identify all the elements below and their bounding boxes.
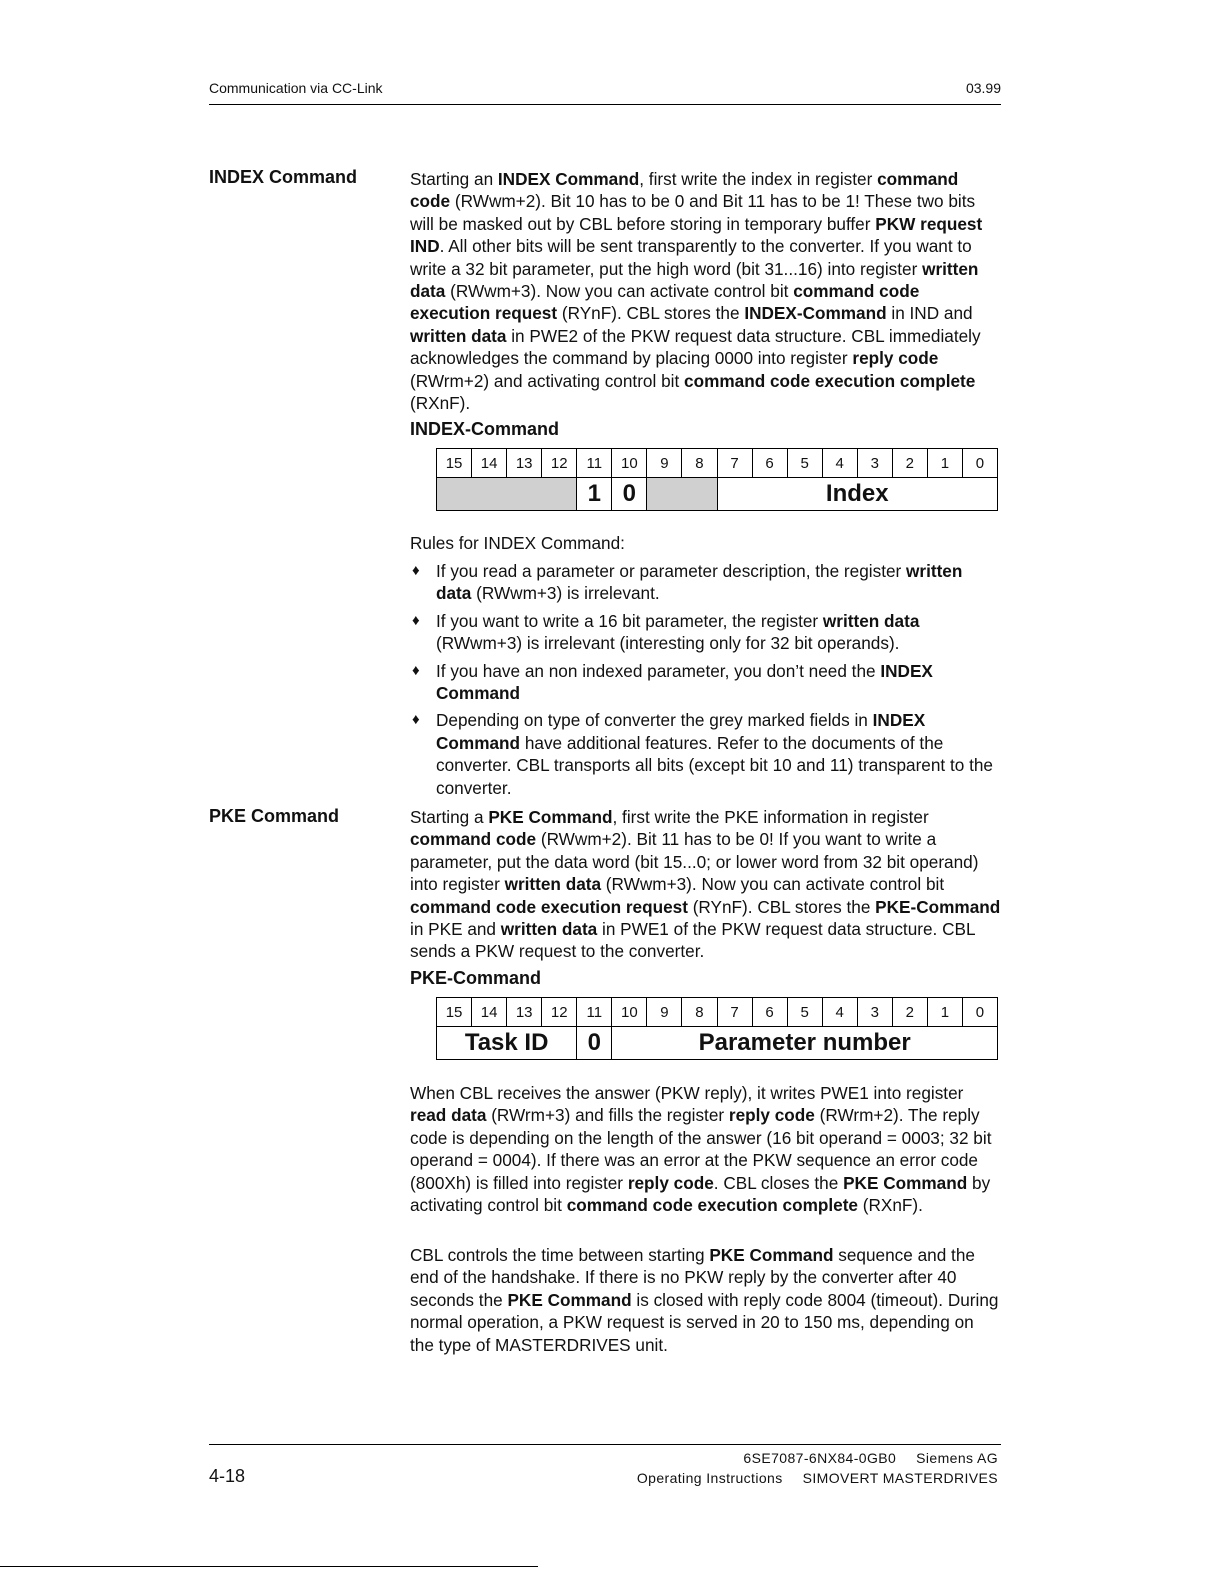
bit-number-cell: 12 — [542, 449, 577, 478]
bit11-field: 1 — [577, 478, 612, 511]
index-table-caption: INDEX-Command — [410, 419, 560, 439]
bit-number-cell: 4 — [822, 998, 857, 1027]
text-run: in PWE2 of the PKW request data structure. CBL immediately acknowledges the command by placing 0000 into register — [410, 325, 981, 369]
bit-number-cell: 3 — [857, 449, 892, 478]
footer-document-line — [617, 1470, 998, 1486]
text-run: (RXnF). — [858, 1195, 923, 1216]
bit-field-row — [437, 1027, 998, 1060]
scan-edge-line — [0, 1566, 538, 1567]
bit-number-cell: 0 — [962, 998, 997, 1027]
text-run: Starting a — [410, 807, 489, 827]
bold-term: written data — [500, 919, 598, 940]
bit-number-cell: 3 — [857, 998, 892, 1027]
bold-term: command code execution complete — [566, 1195, 858, 1216]
bit-number-cell: 11 — [577, 449, 612, 478]
bold-term: read data — [410, 1105, 487, 1126]
pke-table-caption: PKE-Command — [410, 968, 542, 988]
index-field: Index — [717, 478, 998, 511]
task-id-field: Task ID — [437, 1027, 577, 1060]
bit-number-cell: 2 — [892, 449, 927, 478]
bold-term: command code — [410, 829, 537, 850]
pke-reply-paragraph — [410, 1082, 1002, 1216]
bit-field-row — [437, 478, 998, 511]
text-run: (RWwm+2). Bit 10 has to be 0 and Bit 11 has to be 1! These two bits will be masked out by CBL before storing in temporary buffer — [410, 191, 976, 234]
bold-term: written data — [822, 610, 920, 631]
text-run: (RWrm+2) and activating control bit — [410, 370, 685, 391]
text-run: (RYnF). CBL stores the — [687, 896, 876, 917]
bit-number-cell: 14 — [472, 449, 507, 478]
bold-term: INDEX Command — [436, 710, 926, 753]
text-run: , first write the PKE information in register — [612, 807, 929, 827]
bold-term: PKE Command — [709, 1245, 834, 1265]
text-run: (RWrm+2). The reply code is depending on the length of the answer (16 bit operand = 0003; 32 bit operand = 0004). If there was an error at the PKW sequence an error code (800Xh) is filled into register — [410, 1105, 992, 1193]
order-number: 6SE7087-6NX84-0GB0 — [743, 1450, 897, 1466]
diamond-bullet-icon: ♦ — [412, 661, 420, 679]
bold-term: written data — [410, 325, 507, 346]
text-run: have additional features. Refer to the documents of the converter. CBL transports all bits (except bit 10 and 11) transparent to the converter. — [436, 732, 993, 798]
header-section-title: Communication via CC-Link — [209, 80, 383, 96]
text-run: , first write the index in register — [639, 169, 878, 189]
text-run: (RWwm+3). Now you can activate control bit — [445, 281, 794, 302]
bit-number-cell: 2 — [892, 998, 927, 1027]
text-run: If you want to write a 16 bit parameter, the register — [436, 610, 823, 631]
product-name: SIMOVERT MASTERDRIVES — [802, 1470, 998, 1486]
text-run: If you read a parameter or parameter description, the register — [436, 561, 907, 581]
diamond-bullet-icon: ♦ — [412, 711, 420, 729]
bold-term: INDEX Command — [436, 660, 933, 704]
rule-item — [410, 560, 1000, 605]
bit-number-cell: 6 — [752, 449, 787, 478]
bit-number-row — [437, 449, 998, 478]
bold-term: INDEX Command — [497, 169, 640, 189]
bit-number-cell: 10 — [612, 998, 647, 1027]
bold-term: command code execution request — [410, 896, 688, 917]
bold-term: reply code — [627, 1172, 714, 1193]
pke-command-paragraph — [410, 806, 1002, 963]
bold-term: reply code — [852, 348, 939, 369]
text-run: in PKE and — [410, 919, 501, 940]
bit-number-cell: 7 — [717, 449, 752, 478]
reserved-field-lower — [647, 478, 717, 511]
bold-term: written data — [504, 874, 602, 895]
rules-title: Rules for INDEX Command: — [410, 533, 625, 553]
bit-number-cell: 9 — [647, 449, 682, 478]
text-run: sequence and the end of the handshake. If there is no PKW reply by the converter after 40 seconds the — [410, 1245, 975, 1310]
bold-term: reply code — [728, 1105, 815, 1126]
text-run: is closed with reply code 8004 (timeout). During normal operation, a PKW request is served in 20 to 150 ms, depending on the type of MASTERDRIVES unit. — [410, 1289, 999, 1355]
company-name: Siemens AG — [916, 1450, 998, 1466]
bold-term: written data — [410, 258, 979, 302]
bit-number-cell: 9 — [647, 998, 682, 1027]
bit-number-cell: 10 — [612, 449, 647, 478]
rule-item — [410, 660, 1000, 705]
bold-term: PKW request IND — [410, 213, 983, 257]
bit10-field: 0 — [612, 478, 647, 511]
bit-number-cell: 8 — [682, 998, 717, 1027]
bit-number-cell: 7 — [717, 998, 752, 1027]
text-run: (RWrm+3) and fills the register — [486, 1105, 729, 1126]
bit-number-cell: 11 — [577, 998, 612, 1027]
bit-number-cell: 15 — [437, 998, 472, 1027]
bit-number-cell: 4 — [822, 449, 857, 478]
bit11-field: 0 — [577, 1027, 612, 1060]
bold-term: written data — [436, 561, 963, 604]
bold-term: command code — [410, 169, 959, 212]
text-run: (RWwm+2). Bit 11 has to be 0! If you want to write a parameter, put the data word (bit 15...0; or lower word from 32 bit operand) into register — [410, 829, 979, 895]
bit-number-cell: 0 — [962, 449, 997, 478]
document-type: Operating Instructions — [636, 1470, 783, 1486]
bold-term: PKE Command — [843, 1172, 968, 1193]
text-run: When CBL receives the answer (PKW reply), it writes PWE1 into register — [410, 1083, 964, 1103]
rules-list — [410, 560, 1000, 804]
bit-number-cell: 14 — [472, 998, 507, 1027]
footer-divider — [209, 1444, 1001, 1445]
page-header — [209, 80, 1001, 105]
bit-number-cell: 15 — [437, 449, 472, 478]
text-run: (RXnF). — [410, 393, 471, 414]
text-run: (RYnF). CBL stores the — [557, 303, 745, 324]
bit-number-cell: 6 — [752, 998, 787, 1027]
text-run: (RWwm+3) is irrelevant (interesting only for 32 bit operands). — [436, 633, 900, 654]
text-run: (RWwm+3) is irrelevant. — [471, 583, 660, 604]
bit-number-cell: 1 — [927, 449, 962, 478]
bold-term: INDEX-Command — [744, 303, 887, 324]
bit-number-cell: 5 — [787, 998, 822, 1027]
bold-term: PKE Command — [507, 1289, 632, 1310]
bit-number-cell: 1 — [927, 998, 962, 1027]
pke-command-heading: PKE Command — [209, 806, 340, 826]
index-command-bit-table — [436, 448, 998, 511]
bit-number-cell: 12 — [542, 998, 577, 1027]
header-date: 03.99 — [965, 80, 1001, 96]
text-run: Depending on type of converter the grey marked fields in — [436, 710, 873, 731]
bit-number-cell: 13 — [507, 998, 542, 1027]
bold-term: command code execution complete — [684, 370, 976, 391]
text-run: . All other bits will be sent transparently to the converter. If you want to write a 32 bit parameter, put the high word (bit 31...16) into register — [410, 236, 972, 279]
rule-item — [410, 610, 1000, 655]
diamond-bullet-icon: ♦ — [412, 562, 420, 579]
diamond-bullet-icon: ♦ — [412, 611, 420, 629]
index-command-heading: INDEX Command — [209, 167, 358, 187]
text-run: by activating control bit — [410, 1172, 991, 1216]
text-run: in PWE1 of the PKW request data structure. CBL sends a PKW request to the converter. — [410, 919, 975, 962]
bold-term: command code execution request — [410, 281, 920, 324]
bit-number-cell: 13 — [507, 449, 542, 478]
bold-term: PKE-Command — [875, 896, 1001, 917]
reserved-field-upper — [437, 478, 577, 511]
page-number: 4-18 — [209, 1466, 246, 1486]
footer-order-line — [723, 1450, 998, 1466]
bit-number-cell: 5 — [787, 449, 822, 478]
text-run: Starting an — [410, 169, 498, 189]
bold-term: PKE Command — [488, 807, 613, 827]
index-command-paragraph — [410, 168, 1002, 414]
bit-number-row — [437, 998, 998, 1027]
text-run: (RWwm+3). Now you can activate control bit — [601, 874, 945, 895]
text-run: in IND and — [886, 303, 973, 324]
pke-command-bit-table — [436, 997, 998, 1060]
parameter-number-field: Parameter number — [612, 1027, 998, 1060]
text-run: . CBL closes the — [713, 1172, 844, 1193]
bit-number-cell: 8 — [682, 449, 717, 478]
text-run: CBL controls the time between starting — [410, 1245, 710, 1265]
rule-item — [410, 709, 1000, 799]
text-run: If you have an non indexed parameter, you don’t need the — [436, 660, 881, 681]
pke-timeout-paragraph — [410, 1244, 1002, 1356]
